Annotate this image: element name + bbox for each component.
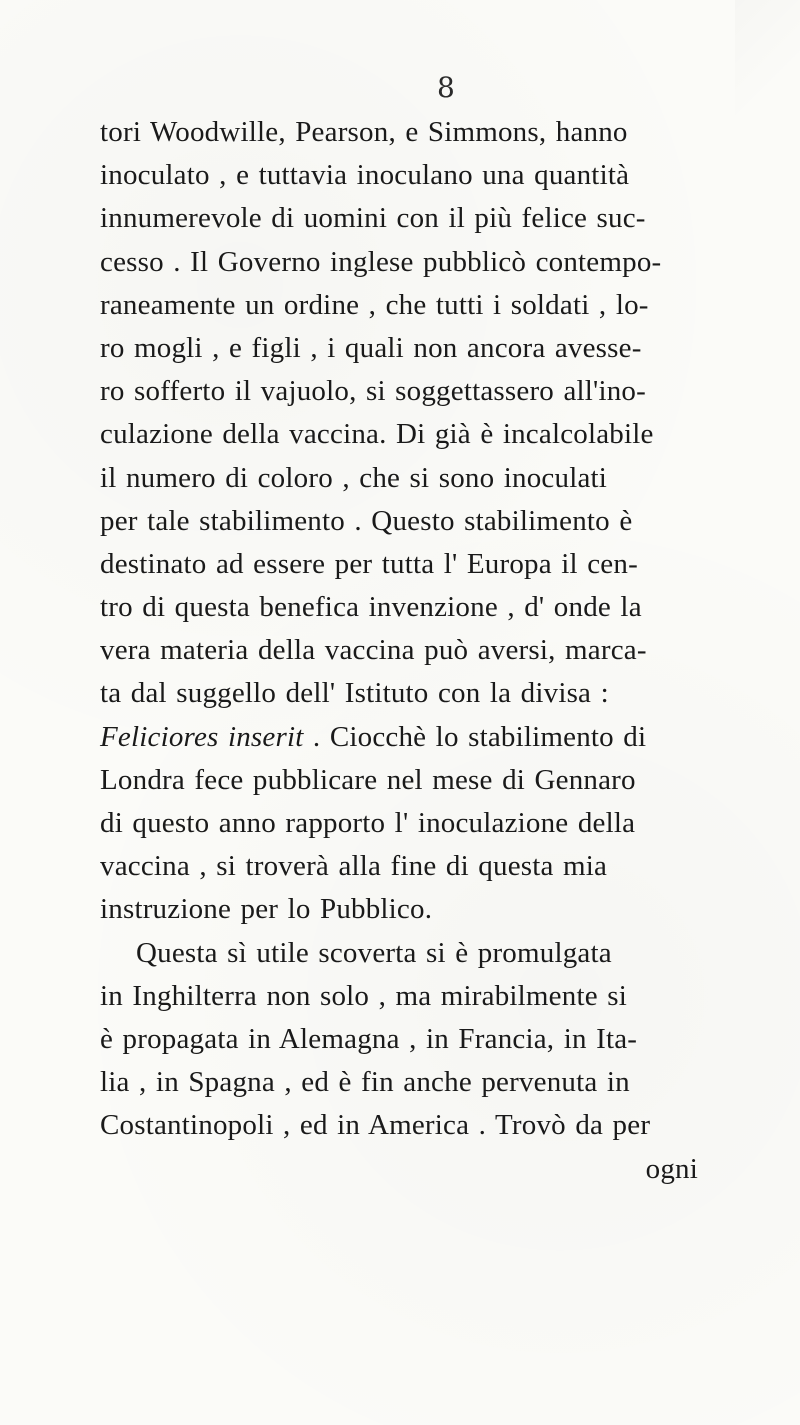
page-number: 8: [437, 71, 455, 104]
catchword: ogni: [645, 1152, 698, 1185]
text-line-17: di questo anno rapporto l' inoculazione della: [100, 807, 636, 839]
text-line-9: il numero di coloro , che si sono inoculati: [100, 461, 608, 494]
text-line-4: cesso . Il Governo inglese pubblicò contempo-: [100, 245, 662, 278]
text-line-3: innumerevole di uomini con il più felice suc-: [100, 202, 646, 235]
text-line-23: lia , in Spagna , ed è fin anche pervenuta in: [100, 1066, 630, 1099]
text-line-16: Londra fece pubblicare nel mese di Gennaro: [100, 763, 636, 796]
text-line-15-rest: . Ciocchè lo stabilimento di: [303, 720, 647, 753]
text-line-10: per tale stabilimento . Questo stabilimento è: [100, 504, 633, 537]
text-line-5: raneamente un ordine , che tutti i soldati , lo-: [100, 288, 649, 321]
text-line-14: ta dal suggello dell' Istituto con la divisa :: [100, 677, 609, 710]
text-line-7: ro sofferto il vajuolo, si soggettassero all'ino-: [100, 375, 646, 408]
text-line-20: Questa sì utile scoverta si è promulgata: [136, 936, 612, 969]
text-line-19: instruzione per lo Pubblico.: [100, 893, 433, 926]
text-line-2: inoculato , e tuttavia inoculano una quantità: [100, 159, 630, 192]
text-line-24: Costantinopoli , ed in America . Trovò da per: [100, 1109, 651, 1142]
text-line-21: in Inghilterra non solo , ma mirabilmente si: [100, 979, 627, 1012]
text-line-22: è propagata in Alemagna , in Francia, in Ita-: [100, 1022, 638, 1055]
text-line-8: culazione della vaccina. Di già è incalcolabile: [100, 418, 654, 451]
text-line-15: [100, 716, 710, 759]
body-text: [100, 111, 710, 1191]
page-smudge: [735, 0, 800, 120]
text-line-12: tro di questa benefica invenzione , d' onde la: [100, 591, 642, 624]
italic-motto: Feliciores inserit: [100, 720, 304, 753]
text-line-13: vera materia della vaccina può aversi, marca-: [100, 634, 647, 667]
text-line-1: tori Woodwille, Pearson, e Simmons, hanno: [100, 116, 628, 148]
text-line-6: ro mogli , e figli , i quali non ancora avesse-: [100, 331, 642, 364]
text-line-11: destinato ad essere per tutta l' Europa il cen-: [100, 547, 638, 580]
text-line-18: vaccina , si troverà alla fine di questa mia: [100, 850, 608, 883]
